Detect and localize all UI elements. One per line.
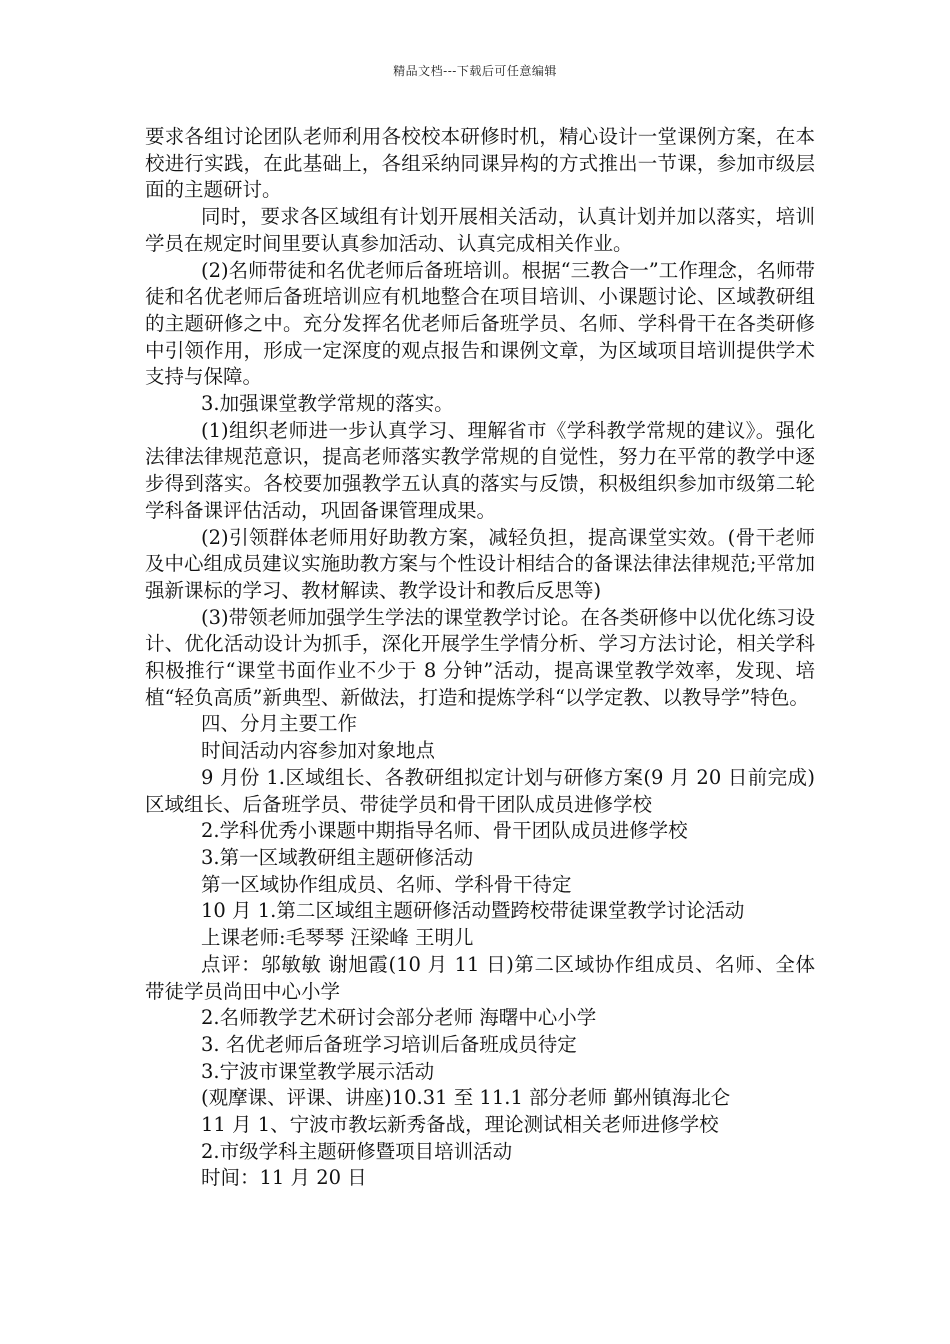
paragraph: 2.学科优秀小课题中期指导名师、骨干团队成员进修学校 — [201, 819, 688, 843]
paragraph: 四、分月主要工作 — [201, 712, 358, 736]
paragraph: 同时，要求各区域组有计划开展相关活动，认真计划并加以落实，培训学员在规定时间里要认真参加活动、认真完成相关作业。 — [145, 205, 815, 255]
paragraph: 3.第一区域教研组主题研修活动 — [201, 845, 474, 869]
page-header: 精品文档---下载后可任意编辑 — [393, 64, 557, 78]
paragraph: 11 月 1、宁波市教坛新秀备战，理论测试相关老师进修学校 — [201, 1113, 719, 1137]
document-body — [145, 124, 815, 1192]
paragraph: (观摩课、评课、讲座)10.31 至 11.1 部分老师 鄞州镇海北仑 — [201, 1086, 731, 1110]
paragraph: (1)组织老师进一步认真学习、理解省市《学科教学常规的建议》。强化法律法律规范意识，提高老师落实教学常规的自觉性，努力在平常的教学中逐步得到落实。各校要加强教学五认真的落实与反馈，积极组织参加市级第二轮学科备课评估活动，巩固备课管理成果。 — [145, 418, 815, 522]
paragraph: 要求各组讨论团队老师利用各校校本研修时机，精心设计一堂课例方案，在本校进行实践，在此基础上，各组采纳同课异构的方式推出一节课，参加市级层面的主题研讨。 — [145, 125, 815, 202]
paragraph: 10 月 1.第二区域组主题研修活动暨跨校带徒课堂教学讨论活动 — [201, 899, 745, 923]
paragraph: (2)引领群体老师用好助教方案，减轻负担，提高课堂实效。(骨干老师及中心组成员建议实施助教方案与个性设计相结合的备课法律法律规范;平常加强新课标的学习、教材解读、教学设计和教后反思等) — [145, 525, 815, 602]
paragraph: 时间活动内容参加对象地点 — [201, 739, 436, 763]
paragraph: 9 月份 1.区域组长、各教研组拟定计划与研修方案(9 月 20 日前完成)区域组长、后备班学员、带徒学员和骨干团队成员进修学校 — [145, 765, 815, 816]
paragraph: 上课老师:毛琴琴 汪梁峰 王明儿 — [201, 926, 474, 950]
paragraph: 2.名师教学艺术研讨会部分老师 海曙中心小学 — [201, 1006, 597, 1030]
paragraph: 时间：11 月 20 日 — [201, 1166, 367, 1190]
paragraph: 第一区域协作组成员、名师、学科骨干待定 — [201, 872, 572, 896]
paragraph: 点评：邬敏敏 谢旭霞(10 月 11 日)第二区域协作组成员、名师、全体带徒学员尚田中心小学 — [145, 952, 815, 1003]
paragraph: 3.加强课堂教学常规的落实。 — [201, 392, 454, 416]
paragraph: 3.宁波市课堂教学展示活动 — [201, 1059, 435, 1083]
paragraph: 3. 名优老师后备班学习培训后备班成员待定 — [201, 1032, 577, 1056]
paragraph: (3)带领老师加强学生学法的课堂教学讨论。在各类研修中以优化练习设计、优化活动设计为抓手，深化开展学生学情分析、学习方法讨论，相关学科积极推行“课堂书面作业不少于 8 分钟”活动，提高课堂教学效率，发现、培植“轻负高质”新典型、新做法，打造和提炼学科“以学定教、以教导学”特色。 — [145, 605, 815, 709]
paragraph: (2)名师带徒和名优老师后备班培训。根据“三教合一”工作理念，名师带徒和名优老师后备班培训应有机地整合在项目培训、小课题讨论、区域教研组的主题研修之中。充分发挥名优老师后备班学员、名师、学科骨干在各类研修中引领作用，形成一定深度的观点报告和课例文章，为区域项目培训提供学术支持与保障。 — [145, 258, 815, 389]
paragraph: 2.市级学科主题研修暨项目培训活动 — [201, 1139, 513, 1163]
